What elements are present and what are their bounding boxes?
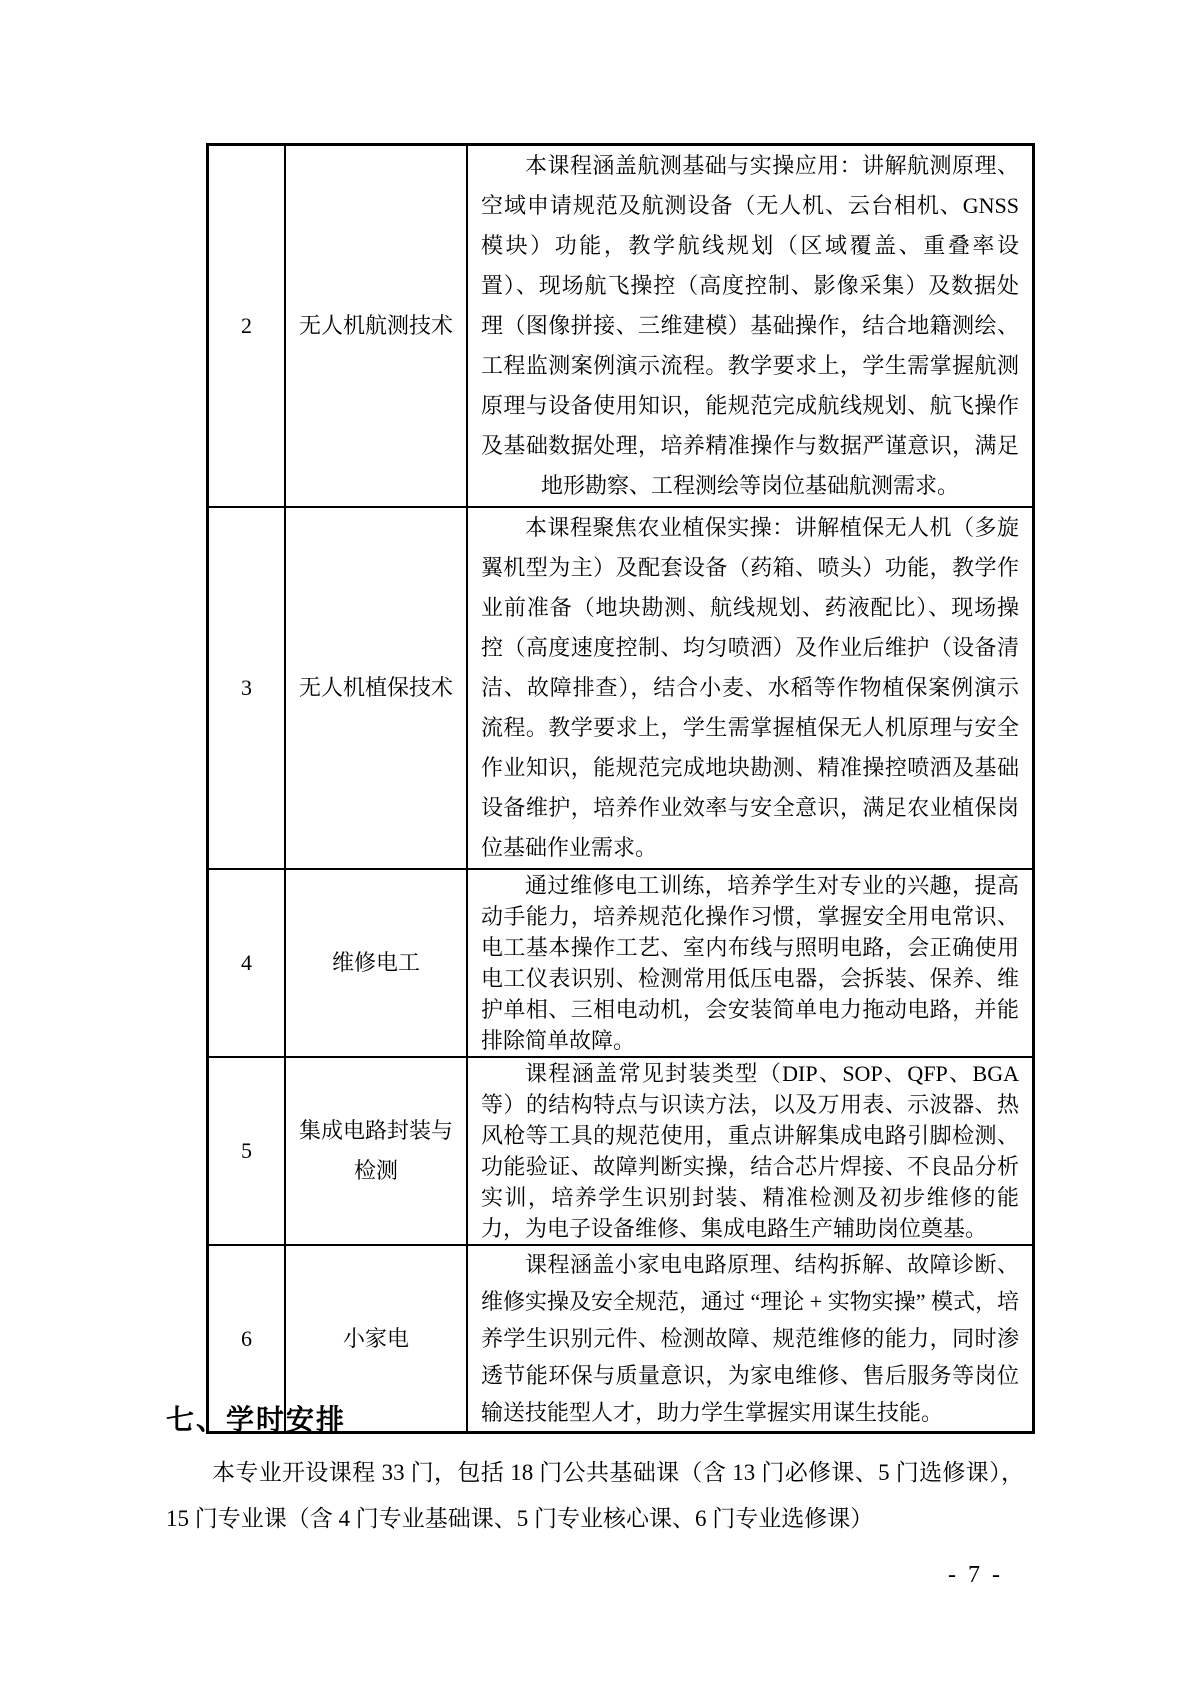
course-description-cell	[467, 1057, 1034, 1245]
course-number-cell: 6	[208, 1245, 286, 1433]
section-heading: 七、学时安排	[166, 1404, 347, 1435]
table-row	[208, 145, 1034, 508]
course-description-cell	[467, 1245, 1034, 1433]
course-description: 课程涵盖常见封装类型（DIP、SOP、QFP、BGA 等）的结构特点与识读方法，以及万用表、示波器、热风枪等工具的规范使用，重点讲解集成电路引脚检测、功能验证、故障判断实操，结合芯片焊接、不良品分析实训，培养学生识别封装、精准检测及初步维修的能力，为电子设备维修、集成电路生产辅助岗位奠基。	[481, 1061, 1019, 1241]
course-name-cell: 无人机航测技术	[285, 145, 467, 508]
table-row	[208, 507, 1034, 869]
course-description: 本课程涵盖航测基础与实操应用：讲解航测原理、空域申请规范及航测设备（无人机、云台相机、GNSS 模块）功能，教学航线规划（区域覆盖、重叠率设置）、现场航飞操控（高度控制、影像采集）及数据处理（图像拼接、三维建模）基础操作，结合地籍测绘、工程监测案例演示流程。教学要求上，学生需掌握航测原理与设备使用知识，能规范完成航线规划、航飞操作及基础数据处理，培养精准操作与数据严谨意识，满足地形勘察、工程测绘等岗位基础航测需求。	[481, 153, 1019, 498]
course-number-cell: 5	[208, 1057, 286, 1245]
table-row	[208, 869, 1034, 1057]
page-number: - 7 -	[948, 1562, 1003, 1588]
course-description-cell	[467, 145, 1034, 508]
course-name-cell: 维修电工	[285, 869, 467, 1057]
course-description: 本课程聚焦农业植保实操：讲解植保无人机（多旋翼机型为主）及配套设备（药箱、喷头）功能，教学作业前准备（地块勘测、航线规划、药液配比）、现场操控（高度速度控制、均匀喷洒）及作业后维护（设备清洁、故障排查），结合小麦、水稻等作物植保案例演示流程。教学要求上，学生需掌握植保无人机原理与安全作业知识，能规范完成地块勘测、精准操控喷洒及基础设备维护，培养作业效率与安全意识，满足农业植保岗位基础作业需求。	[481, 515, 1019, 860]
course-table	[206, 143, 1035, 1434]
course-name-cell: 集成电路封装与检测	[285, 1057, 467, 1245]
course-description-cell	[467, 507, 1034, 869]
course-description: 课程涵盖小家电电路原理、结构拆解、故障诊断、维修实操及安全规范，通过 “理论 + 实物实操” 模式，培养学生识别元件、检测故障、规范维修的能力，同时渗透节能环保与质量意识，为家电维修、售后服务等岗位输送技能型人才，助力学生掌握实用谋生技能。	[481, 1252, 1019, 1425]
course-description: 通过维修电工训练，培养学生对专业的兴趣，提高动手能力，培养规范化操作习惯，掌握安全用电常识、电工基本操作工艺、室内布线与照明电路，会正确使用电工仪表识别、检测常用低压电器，会拆装、保养、维护单相、三相电动机，会安装简单电力拖动电路，并能排除简单故障。	[481, 873, 1019, 1053]
course-number-cell: 2	[208, 145, 286, 508]
course-name-cell: 小家电	[285, 1245, 467, 1433]
course-name-cell: 无人机植保技术	[285, 507, 467, 869]
course-description-cell	[467, 869, 1034, 1057]
body-paragraph: 本专业开设课程 33 门，包括 18 门公共基础课（含 13 门必修课、5 门选修课），15 门专业课（含 4 门专业基础课、5 门专业核心课、6 门专业选修课）	[166, 1460, 1024, 1531]
course-number-cell: 4	[208, 869, 286, 1057]
course-number-cell: 3	[208, 507, 286, 869]
table-row	[208, 1057, 1034, 1245]
